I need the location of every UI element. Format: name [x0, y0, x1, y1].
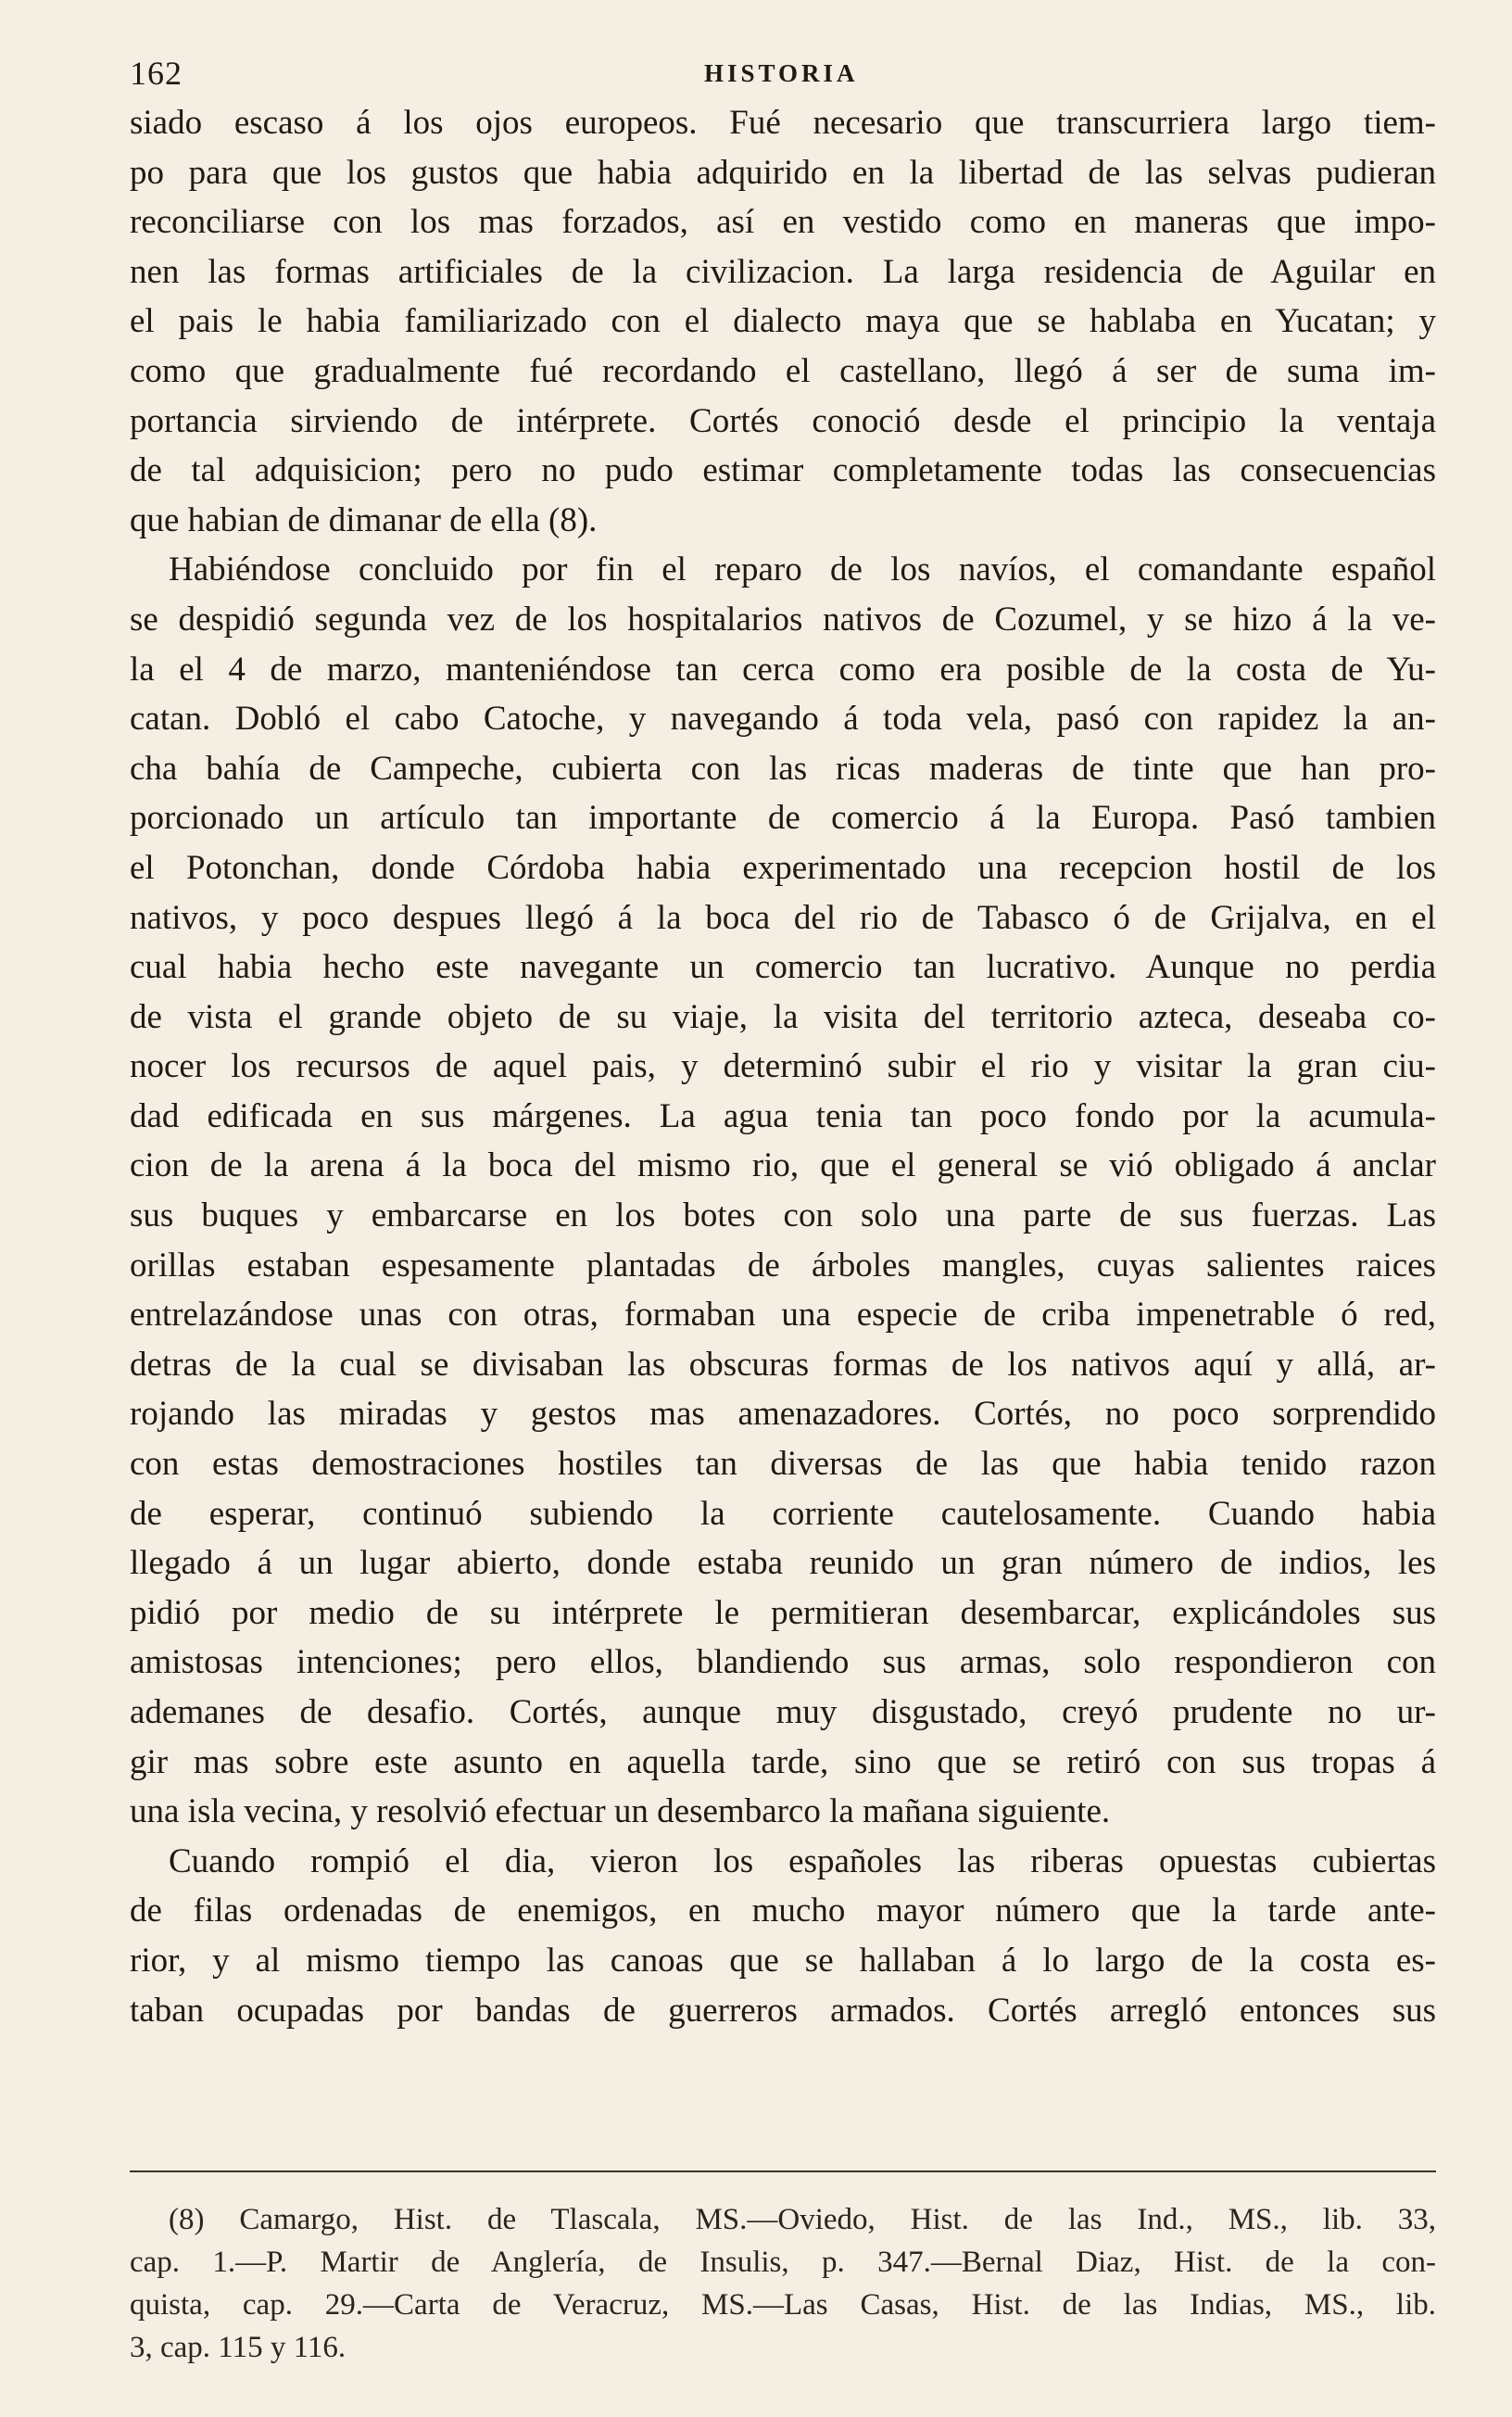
text-line: reconciliarse con los mas forzados, así en vestido como en maneras que impo-	[130, 203, 1436, 242]
footnote-line: cap. 1.—P. Martir de Anglería, de Insulis, p. 347.—Bernal Diaz, Hist. de la con-	[130, 2246, 1436, 2279]
text-line: siado escaso á los ojos europeos. Fué necesario que transcurriera largo tiem-	[130, 104, 1436, 142]
text-line: catan. Dobló el cabo Catoche, y navegando á toda vela, pasó con rapidez la an-	[130, 700, 1436, 739]
text-line: ademanes de desafio. Cortés, aunque muy disgustado, creyó prudente no ur-	[130, 1693, 1436, 1731]
text-line: cion de la arena á la boca del mismo rio, que el general se vió obligado á anclar	[130, 1146, 1436, 1185]
text-line: nocer los recursos de aquel pais, y determinó subir el rio y visitar la gran ciu-	[130, 1047, 1436, 1086]
page-header	[130, 54, 1427, 100]
text-line: rior, y al mismo tiempo las canoas que se hallaban á lo largo de la costa es-	[130, 1941, 1436, 1980]
body-text	[130, 98, 1436, 2035]
footnote-divider	[130, 2170, 1436, 2172]
text-line: el Potonchan, donde Córdoba habia experimentado una recepcion hostil de los	[130, 848, 1436, 887]
footnote-line: (8) Camargo, Hist. de Tlascala, MS.—Oviedo, Hist. de las Ind., MS., lib. 33,	[169, 2203, 1436, 2236]
text-line: cual habia hecho este navegante un comercio tan lucrativo. Aunque no perdia	[130, 948, 1436, 987]
text-line: de filas ordenadas de enemigos, en mucho mayor número que la tarde ante-	[130, 1892, 1436, 1930]
text-line: entrelazándose unas con otras, formaban una especie de criba impenetrable ó red,	[130, 1296, 1436, 1335]
text-line: llegado á un lugar abierto, donde estaba reunido un gran número de indios, les	[130, 1544, 1436, 1583]
text-line: porcionado un artículo tan importante de comercio á la Europa. Pasó tambien	[130, 799, 1436, 838]
text-line: detras de la cual se divisaban las obscuras formas de los nativos aquí y allá, ar-	[130, 1345, 1436, 1384]
text-line: amistosas intenciones; pero ellos, blandiendo sus armas, solo respondieron con	[130, 1643, 1436, 1682]
text-line: de esperar, continuó subiendo la corriente cautelosamente. Cuando habia	[130, 1494, 1436, 1533]
text-line: una isla vecina, y resolvió efectuar un desembarco la mañana siguiente.	[130, 1792, 1111, 1831]
text-line: de vista el grande objeto de su viaje, la visita del territorio azteca, deseaba co-	[130, 997, 1436, 1036]
footnotes	[130, 2198, 1436, 2369]
text-line: rojando las miradas y gestos mas amenazadores. Cortés, no poco sorprendido	[130, 1395, 1436, 1434]
text-line: po para que los gustos que habia adquirido en la libertad de las selvas pudieran	[130, 153, 1436, 192]
footnote-line: 3, cap. 115 y 116.	[130, 2331, 346, 2364]
text-line: dad edificada en sus márgenes. La agua tenia tan poco fondo por la acumula-	[130, 1096, 1436, 1135]
text-line: pidió por medio de su intérprete le permitieran desembarcar, explicándoles sus	[130, 1593, 1436, 1632]
text-line: Cuando rompió el dia, vieron los españoles las riberas opuestas cubiertas	[169, 1841, 1436, 1880]
text-line: que habian de dimanar de ella (8).	[130, 500, 598, 539]
text-line: taban ocupadas por bandas de guerreros armados. Cortés arregló entonces sus	[130, 1991, 1436, 2030]
text-line: la el 4 de marzo, manteniéndose tan cerca como era posible de la costa de Yu-	[130, 650, 1436, 689]
text-line: nativos, y poco despues llegó á la boca del rio de Tabasco ó de Grijalva, en el	[130, 898, 1436, 937]
text-line: orillas estaban espesamente plantadas de árboles mangles, cuyas salientes raices	[130, 1246, 1436, 1284]
text-line: gir mas sobre este asunto en aquella tarde, sino que se retiró con sus tropas á	[130, 1742, 1436, 1781]
text-line: se despidió segunda vez de los hospitalarios nativos de Cozumel, y se hizo á la ve-	[130, 600, 1436, 639]
text-line: sus buques y embarcarse en los botes con solo una parte de sus fuerzas. Las	[130, 1196, 1436, 1235]
footnote-line: quista, cap. 29.—Carta de Veracruz, MS.—Las Casas, Hist. de las Indias, MS., lib.	[130, 2288, 1436, 2322]
text-line: cha bahía de Campeche, cubierta con las ricas maderas de tinte que han pro-	[130, 749, 1436, 788]
text-line: de tal adquisicion; pero no pudo estimar completamente todas las consecuencias	[130, 451, 1436, 490]
text-line: nen las formas artificiales de la civilizacion. La larga residencia de Aguilar en	[130, 252, 1436, 291]
page-number: 162	[130, 55, 183, 92]
text-line: portancia sirviendo de intérprete. Cortés conoció desde el principio la ventaja	[130, 401, 1436, 440]
text-line: Habiéndose concluido por fin el reparo de los navíos, el comandante español	[169, 550, 1436, 589]
running-head: HISTORIA	[704, 59, 859, 87]
text-line: como que gradualmente fué recordando el castellano, llegó á ser de suma im-	[130, 351, 1436, 390]
text-line: el pais le habia familiarizado con el dialecto maya que se hablaba en Yucatan; y	[130, 302, 1436, 341]
text-line: con estas demostraciones hostiles tan diversas de las que habia tenido razon	[130, 1445, 1436, 1484]
